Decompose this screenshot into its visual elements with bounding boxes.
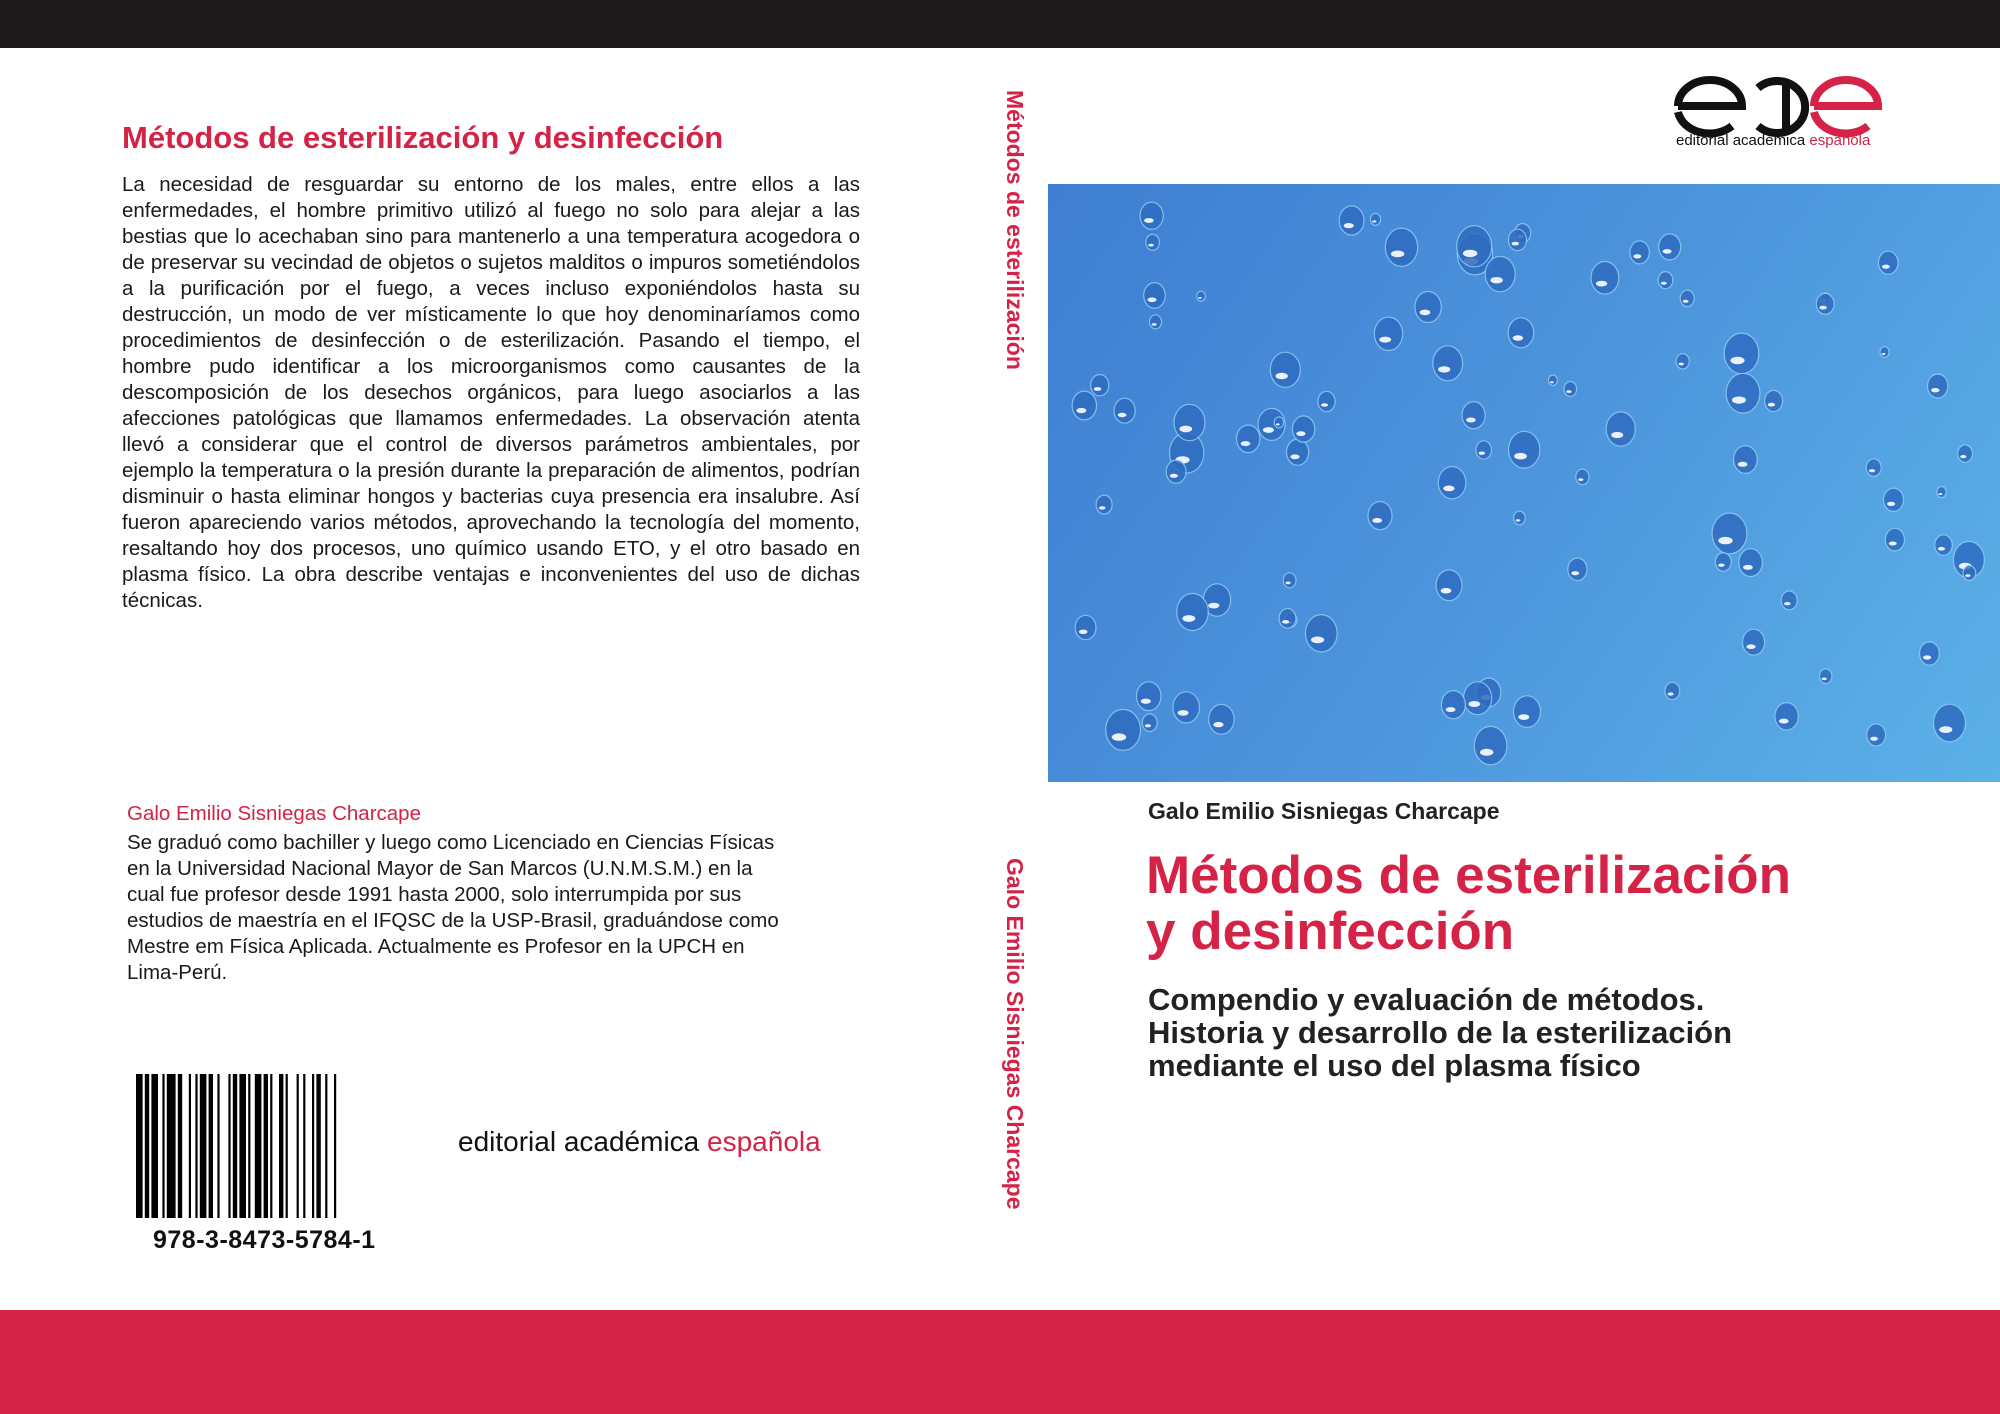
- isbn-number: 978-3-8473-5784-1: [153, 1226, 376, 1254]
- barcode-icon: [136, 1074, 404, 1218]
- front-subtitle-line: mediante el uso del plasma físico: [1148, 1048, 1641, 1083]
- author-bio-line: Lima-Perú.: [127, 961, 228, 984]
- front-title-line: y desinfección: [1146, 902, 1515, 961]
- author-bio-line: en la Universidad Nacional Mayor de San Marcos (U.N.M.S.M.) en la: [127, 857, 753, 880]
- back-cover-author-name: Galo Emilio Sisniegas Charcape: [127, 802, 421, 825]
- front-subtitle-line: Compendio y evaluación de métodos.: [1148, 982, 1705, 1017]
- back-cover-title: Métodos de esterilización y desinfección: [122, 120, 724, 155]
- back-cover-blurb: La necesidad de resguardar su entorno de los males, entre ellos a las enfermedades, el hombre primitivo utilizó al fuego no solo para alejar a las bestias que lo acechaban sino para mantenerlo a una temperatura acogedora o de preservar su vecindad de objetos o sujetos malditos o impuros sometiéndolos a la purificación por el fuego, a veces incluso exponiéndolos hasta su destrucción, un modo de ver místicamente lo que hoy denominaríamos como procedimientos de desinfección o de esterilización. Pasando el tiempo, el hombre pudo identificar a los microorganismos como causantes de la descomposición de los desechos orgánicos, para luego asociarlos a las afecciones patológicas que llamamos enfermedades. La observación atenta llevó a considerar que el control de diversos parámetros ambientales, por ejemplo la temperatura o la presión durante la preparación de alimentos, podrían disminuir o hasta eliminar hongos y bacterias cuya presencia era insalubre. Así fueron apareciendo varios métodos, aprovechando la tecnología del momento, resaltando hoy dos procesos, uno químico usando ETO, y el otro basado en plasma físico. La obra describe ventajas e inconvenientes del uso de dichas técnicas.: [122, 173, 860, 612]
- front-title-line: Métodos de esterilización: [1146, 846, 1791, 905]
- author-bio: [127, 830, 857, 986]
- top-band: [0, 0, 2000, 48]
- water-drops-icon: [1048, 184, 2000, 782]
- logo-text: [1676, 132, 1870, 149]
- publisher-name-part2: española: [707, 1126, 821, 1157]
- front-cover-title: [1146, 848, 1791, 960]
- front-subtitle-line: Historia y desarrollo de la esterilización: [1148, 1015, 1733, 1050]
- author-bio-line: Mestre em Física Aplicada. Actualmente es Profesor en la UPCH en: [127, 935, 745, 958]
- front-cover-subtitle: [1148, 983, 1732, 1082]
- author-bio-line: cual fue profesor desde 1991 hasta 2000, solo interrumpida por sus: [127, 883, 742, 906]
- front-cover-author: Galo Emilio Sisniegas Charcape: [1148, 798, 1500, 824]
- cover-image-water-drops: [1048, 184, 2000, 782]
- spine-author: Galo Emilio Sisniegas Charcape: [1002, 858, 1028, 1210]
- publisher-name-part1: editorial académica: [458, 1126, 700, 1157]
- spine-title: Métodos de esterilización: [1002, 90, 1028, 370]
- logo-text-part2: española: [1809, 132, 1871, 149]
- bottom-band: [0, 1310, 2000, 1414]
- author-bio-line: Se graduó como bachiller y luego como Licenciado en Ciencias Físicas: [127, 831, 775, 854]
- logo-text-part1: editorial académica: [1676, 132, 1806, 149]
- back-publisher-name: [458, 1126, 821, 1158]
- author-bio-line: estudios de maestría en el IFQSC de la USP-Brasil, graduándose como: [127, 909, 779, 932]
